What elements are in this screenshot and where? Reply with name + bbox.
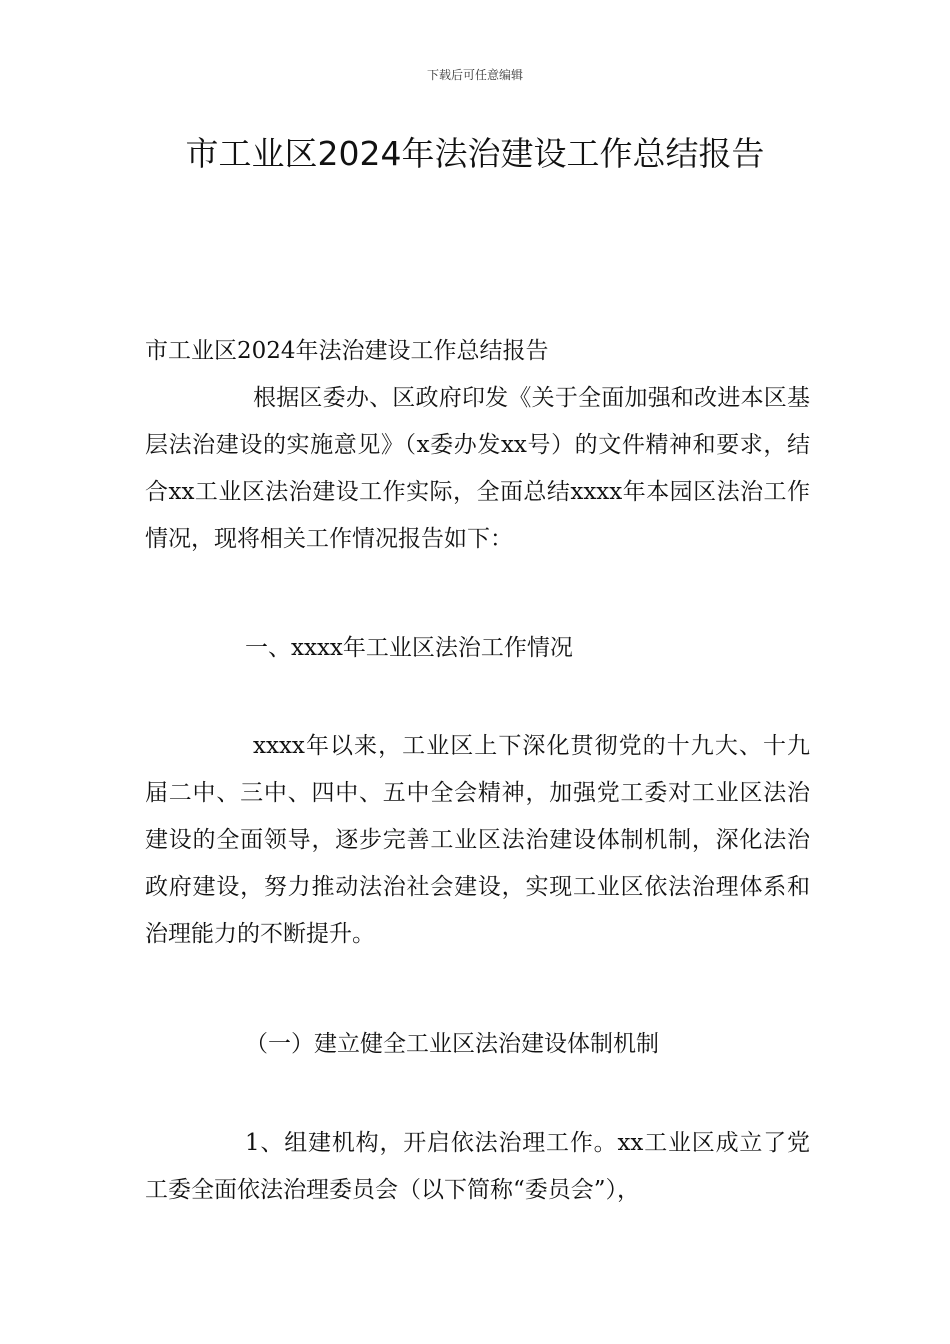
paragraph-overview: xxxx年以来，工业区上下深化贯彻党的十九大、十九届二中、三中、四中、五中全会精神，加强党工委对工业区法治建设的全面领导，逐步完善工业区法治建设体制机制，深化法治政府建设，努力推动法治社会建设，实现工业区依法治理体系和治理能力的不断提升。 <box>145 733 810 947</box>
header-note: 下载后可任意编辑 <box>426 68 523 82</box>
document-subtitle: 市工业区2024年法治建设工作总结报告 <box>145 338 549 364</box>
paragraph-intro: 根据区委办、区政府印发《关于全面加强和改进本区基层法治建设的实施意见》（x委办发xx号）的文件精神和要求，结合xx工业区法治建设工作实际，全面总结xxxx年本园区法治工作情况，现将相关工作情况报告如下： <box>145 385 810 552</box>
document-title: 市工业区2024年法治建设工作总结报告 <box>185 134 765 173</box>
section-heading-1: 一、xxxx年工业区法治工作情况 <box>245 635 573 661</box>
paragraph-item-1: 1、组建机构，开启依法治理工作。xx工业区成立了党工委全面依法治理委员会（以下简称“委员会”）， <box>145 1130 810 1203</box>
section-heading-2: （一）建立健全工业区法治建设体制机制 <box>245 1031 659 1057</box>
